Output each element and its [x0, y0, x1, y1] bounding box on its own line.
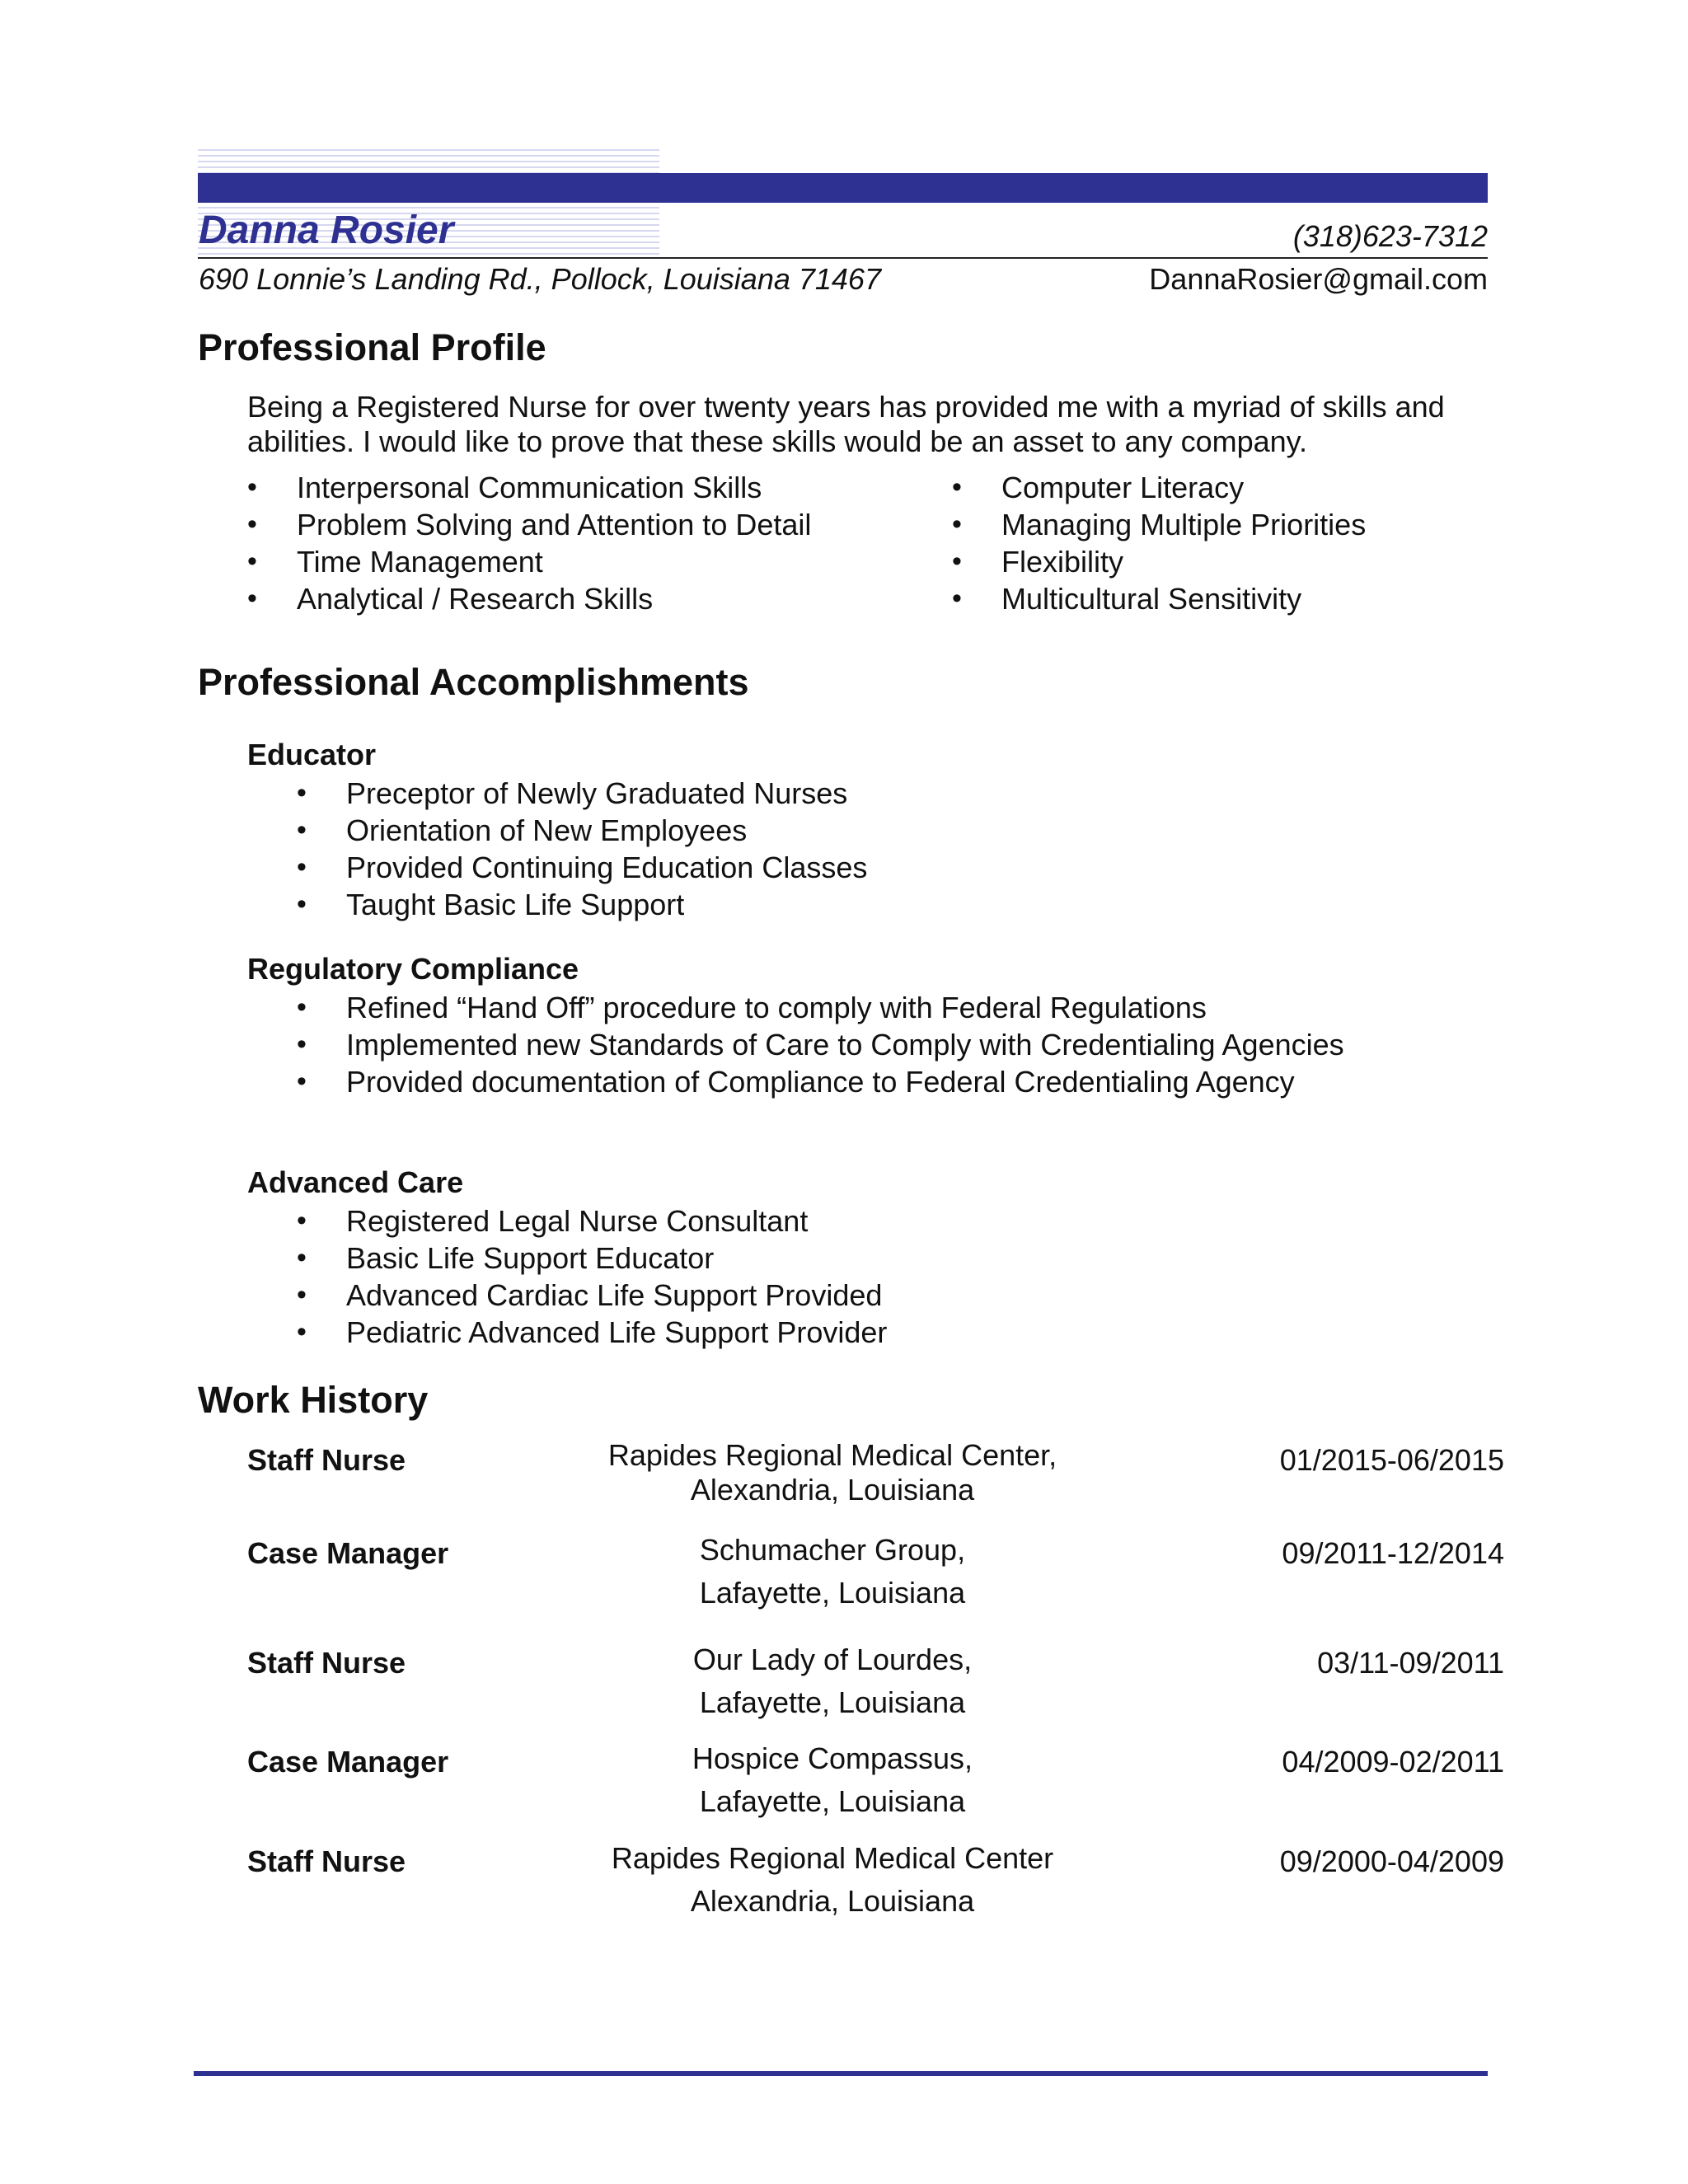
job-employer [577, 1529, 1088, 1615]
job-company: Rapides Regional Medical Center [611, 1841, 1054, 1875]
job-employer [577, 1438, 1088, 1507]
subsection-title-educator: Educator [247, 738, 377, 771]
list-item: • Provided Continuing Education Classes [297, 849, 867, 886]
job-location: Lafayette, Louisiana [699, 1784, 966, 1818]
phone-number: (318)623-7312 [1292, 219, 1488, 253]
profile-summary: Being a Registered Nurse for over twenty years has provided me with a myriad of skills and abilities. I would like to prove that these skills would be an asset to any company. [247, 390, 1445, 458]
header-accent-bar [198, 173, 1488, 203]
job-dates: 01/2015-06/2015 [1279, 1443, 1504, 1477]
subsection-title-regulatory: Regulatory Compliance [247, 952, 579, 986]
job-dates: 09/2011-12/2014 [1282, 1536, 1504, 1570]
email-address: DannaRosier@gmail.com [1149, 262, 1488, 296]
skill-item: • Multicultural Sensitivity [952, 580, 1366, 617]
job-location: Lafayette, Louisiana [699, 1685, 966, 1719]
job-location: Alexandria, Louisiana [690, 1473, 975, 1507]
skill-item: • Managing Multiple Priorities [952, 506, 1366, 543]
list-item: • Refined “Hand Off” procedure to comply with Federal Regulations [297, 989, 1344, 1026]
job-employer [577, 1837, 1088, 1923]
job-location: Alexandria, Louisiana [690, 1884, 975, 1918]
job-title: Staff Nurse [247, 1646, 406, 1680]
list-item: • Taught Basic Life Support [297, 886, 867, 923]
section-title-accomplishments: Professional Accomplishments [198, 661, 749, 703]
job-employer [577, 1737, 1088, 1823]
skill-item: • Interpersonal Communication Skills [247, 469, 811, 506]
job-dates: 09/2000-04/2009 [1279, 1844, 1504, 1878]
list-item: • Implemented new Standards of Care to Comply with Credentialing Agencies [297, 1026, 1344, 1063]
list-item: • Registered Legal Nurse Consultant [297, 1202, 887, 1240]
educator-list [297, 775, 867, 923]
job-title: Staff Nurse [247, 1844, 406, 1878]
job-company: Our Lady of Lourdes, [692, 1643, 973, 1676]
subsection-title-advanced-care: Advanced Care [247, 1165, 464, 1199]
job-company: Schumacher Group, [699, 1533, 966, 1567]
list-item: • Pediatric Advanced Life Support Provider [297, 1314, 887, 1351]
list-item: • Basic Life Support Educator [297, 1240, 887, 1277]
footer-accent-rule [194, 2071, 1488, 2076]
skill-item: • Computer Literacy [952, 469, 1366, 506]
job-employer [577, 1638, 1088, 1724]
regulatory-list [297, 989, 1344, 1100]
list-item: • Preceptor of Newly Graduated Nurses [297, 775, 867, 812]
job-dates: 04/2009-02/2011 [1282, 1745, 1504, 1779]
header-divider [198, 257, 1488, 259]
section-title-work-history: Work History [198, 1379, 429, 1421]
list-item: • Advanced Cardiac Life Support Provided [297, 1277, 887, 1314]
job-title: Case Manager [247, 1745, 449, 1779]
skill-item: • Problem Solving and Attention to Detail [247, 506, 811, 543]
job-company: Rapides Regional Medical Center, [607, 1438, 1057, 1472]
skill-item: • Flexibility [952, 543, 1366, 580]
advanced-care-list [297, 1202, 887, 1351]
list-item: • Orientation of New Employees [297, 812, 867, 849]
job-title: Case Manager [247, 1536, 449, 1570]
skills-list-right [952, 469, 1366, 617]
list-item: • Provided documentation of Compliance to Federal Credentialing Agency [297, 1063, 1344, 1100]
job-location: Lafayette, Louisiana [699, 1576, 966, 1610]
skill-item: • Time Management [247, 543, 811, 580]
section-title-profile: Professional Profile [198, 326, 546, 368]
candidate-name: Danna Rosier [199, 209, 454, 252]
job-company: Hospice Compassus, [692, 1741, 973, 1775]
skills-list-left [247, 469, 811, 617]
job-title: Staff Nurse [247, 1443, 406, 1477]
skill-item: • Analytical / Research Skills [247, 580, 811, 617]
job-dates: 03/11-09/2011 [1317, 1646, 1504, 1680]
address: 690 Lonnie’s Landing Rd., Pollock, Louisiana 71467 [199, 262, 881, 296]
